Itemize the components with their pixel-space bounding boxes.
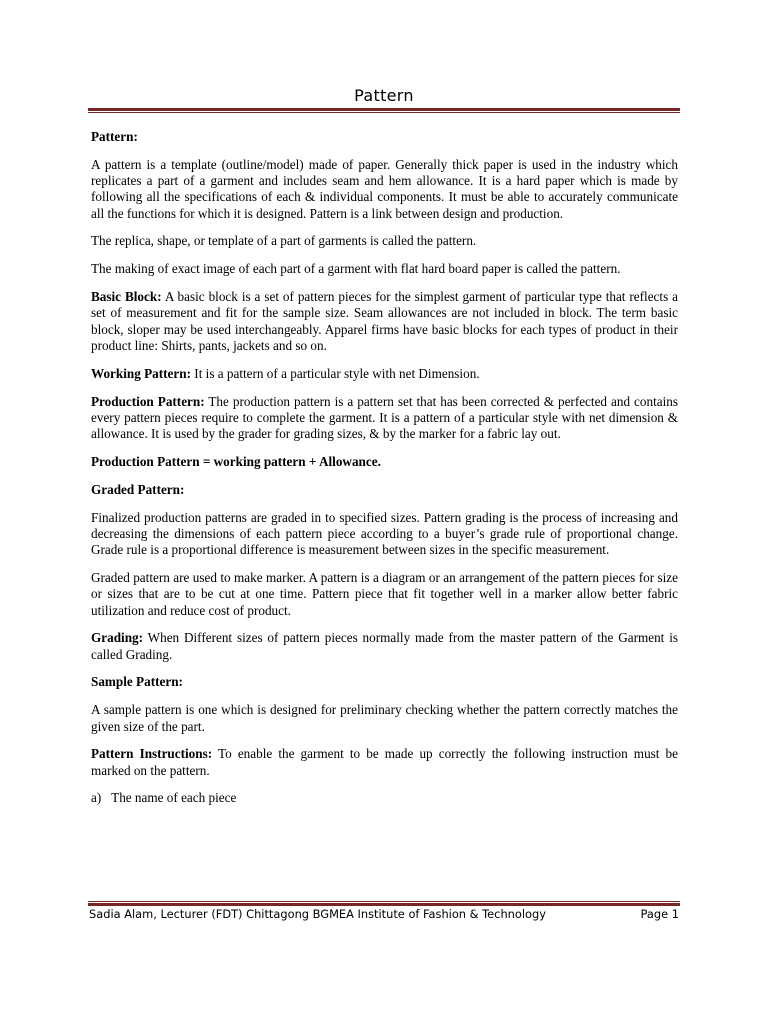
footer-author: Sadia Alam, Lecturer (FDT) Chittagong BGMEA Institute of Fashion & Technology xyxy=(89,907,546,921)
document-body xyxy=(91,129,678,818)
paragraph-working-pattern: Working Pattern: It is a pattern of a particular style with net Dimension. xyxy=(91,365,480,381)
paragraph: Finalized production patterns are graded in to specified sizes. Pattern grading is the process of increasing and decreasing the dimensions of each pattern piece according to a buyer’s grade rule of proportional change. Grade rule is a proportional difference is measurement between sizes in the specific measurement. xyxy=(91,509,678,558)
paragraph-basic-block: Basic Block: A basic block is a set of pattern pieces for the simplest garment of particular type that reflects a set of measurement and fit for the sample size. Seam allowances are not included in block. The term basic block, sloper may be used interchangeably. Apparel firms have basic blocks for each types of product in their product line: Shirts, pants, jackets and so on. xyxy=(91,289,678,353)
section-heading: Sample Pattern: xyxy=(91,674,183,690)
paragraph: The replica, shape, or template of a part of garments is called the pattern. xyxy=(91,233,477,249)
paragraph-grading: Grading: When Different sizes of pattern pieces normally made from the master pattern of the Garment is called Grading. xyxy=(91,630,678,662)
term-label: Working Pattern: xyxy=(91,365,191,381)
paragraph-production-pattern: Production Pattern: The production pattern is a pattern set that has been corrected & perfected and contains every pattern pieces require to complete the garment. It is a pattern of a particular style with net dimension & allowance. It is used by the grader for grading sizes, & by the marker for a fabric lay out. xyxy=(91,393,678,442)
section-heading: Graded Pattern: xyxy=(91,481,185,497)
header-rule xyxy=(88,108,680,113)
paragraph: The making of exact image of each part of a garment with flat hard board paper is called the pattern. xyxy=(91,261,621,277)
footer-rule xyxy=(88,901,680,906)
section-heading: Pattern: xyxy=(91,129,138,144)
production-formula: Production Pattern = working pattern + Allowance. xyxy=(91,453,381,469)
paragraph: A pattern is a template (outline/model) made of paper. Generally thick paper is used in the industry which replicates a part of a garment and includes seam and hem allowance. It is a hard paper which is made by following all the specifications of each & individual components. It must be able to accurately communicate all the functions for which it is designed. Pattern is a link between design and production. xyxy=(91,156,678,221)
term-label: Production Pattern: xyxy=(91,393,205,409)
paragraph-instructions: Pattern Instructions: To enable the garment to be made up correctly the following instruction must be marked on the pattern. xyxy=(91,746,679,778)
paragraph: Graded pattern are used to make marker. A pattern is a diagram or an arrangement of the pattern pieces for size or sizes that are to be cut at one time. Pattern piece that fit together well in a marker allow better fabric utilization and reduce cost of product. xyxy=(91,569,678,618)
term-label: Grading: xyxy=(91,630,144,646)
term-label: Pattern Instructions: xyxy=(91,746,213,762)
paragraph: A sample pattern is one which is designed for preliminary checking whether the pattern correctly matches the given size of the part. xyxy=(91,702,678,734)
list-item: a) The name of each piece xyxy=(91,790,237,806)
term-label: Basic Block: xyxy=(91,289,162,305)
page-header-title: Pattern xyxy=(354,86,414,105)
footer-page-number: Page 1 xyxy=(640,907,679,921)
